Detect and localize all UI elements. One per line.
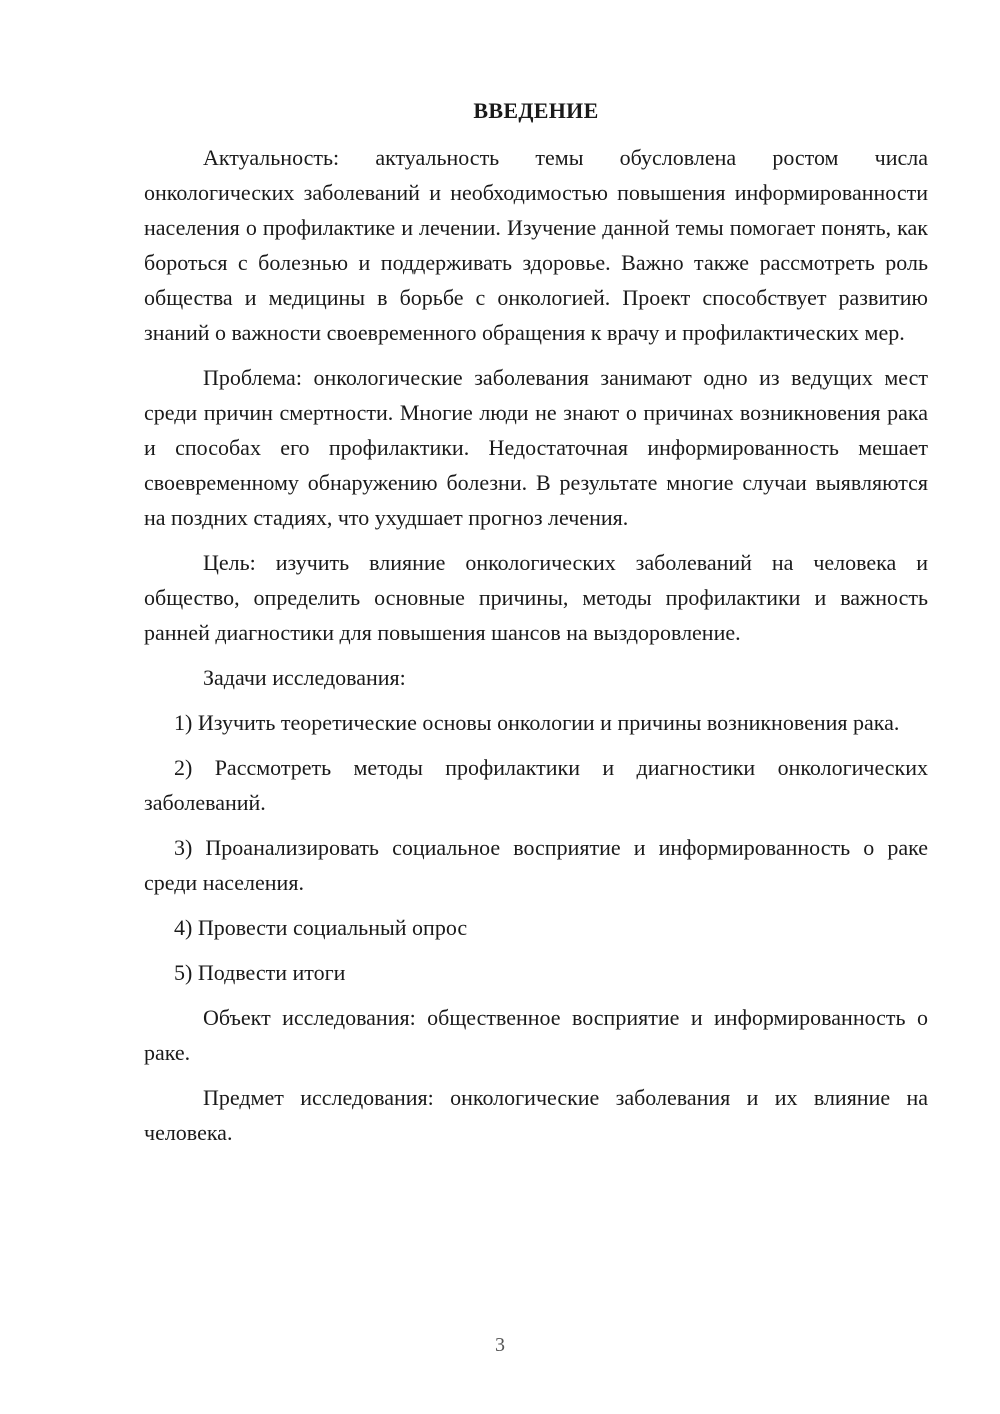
document-page [144,96,928,1160]
list-item: 3) Проанализировать социальное восприятие и информированность о раке среди населения. [144,835,928,895]
paragraph-object: Объект исследования: общественное восприятие и информированность о раке. [144,1005,928,1065]
paragraph-goal: Цель: изучить влияние онкологических заболеваний на человека и общество, определить основные причины, методы профилактики и важность ранней диагностики для повышения шансов на выздоровление. [144,550,928,645]
page-title: ВВЕДЕНИЕ [473,98,599,123]
paragraph-subject: Предмет исследования: онкологические заболевания и их влияние на человека. [144,1085,928,1145]
paragraph-relevance: Актуальность: актуальность темы обусловлена ростом числа онкологических заболеваний и необходимостью повышения информированности населения о профилактике и лечении. Изучение данной темы помогает понять, как бороться с болезнью и поддерживать здоровье. Важно также рассмотреть роль общества и медицины в борьбе с онкологией. Проект способствует развитию знаний о важности своевременного обращения к врачу и профилактических мер. [144,145,928,345]
tasks-list [144,705,928,990]
page-number: 3 [495,1334,505,1356]
tasks-heading: Задачи исследования: [203,665,406,690]
list-item: 1) Изучить теоретические основы онкологии и причины возникновения рака. [174,710,900,735]
list-item: 5) Подвести итоги [174,960,346,985]
list-item: 4) Провести социальный опрос [174,915,468,940]
paragraph-problem: Проблема: онкологические заболевания занимают одно из ведущих мест среди причин смертности. Многие люди не знают о причинах возникновения рака и способах его профилактики. Недостаточная информированность мешает своевременному обнаружению болезни. В результате многие случаи выявляются на поздних стадиях, что ухудшает прогноз лечения. [144,365,928,530]
list-item: 2) Рассмотреть методы профилактики и диагностики онкологических заболеваний. [144,755,928,815]
